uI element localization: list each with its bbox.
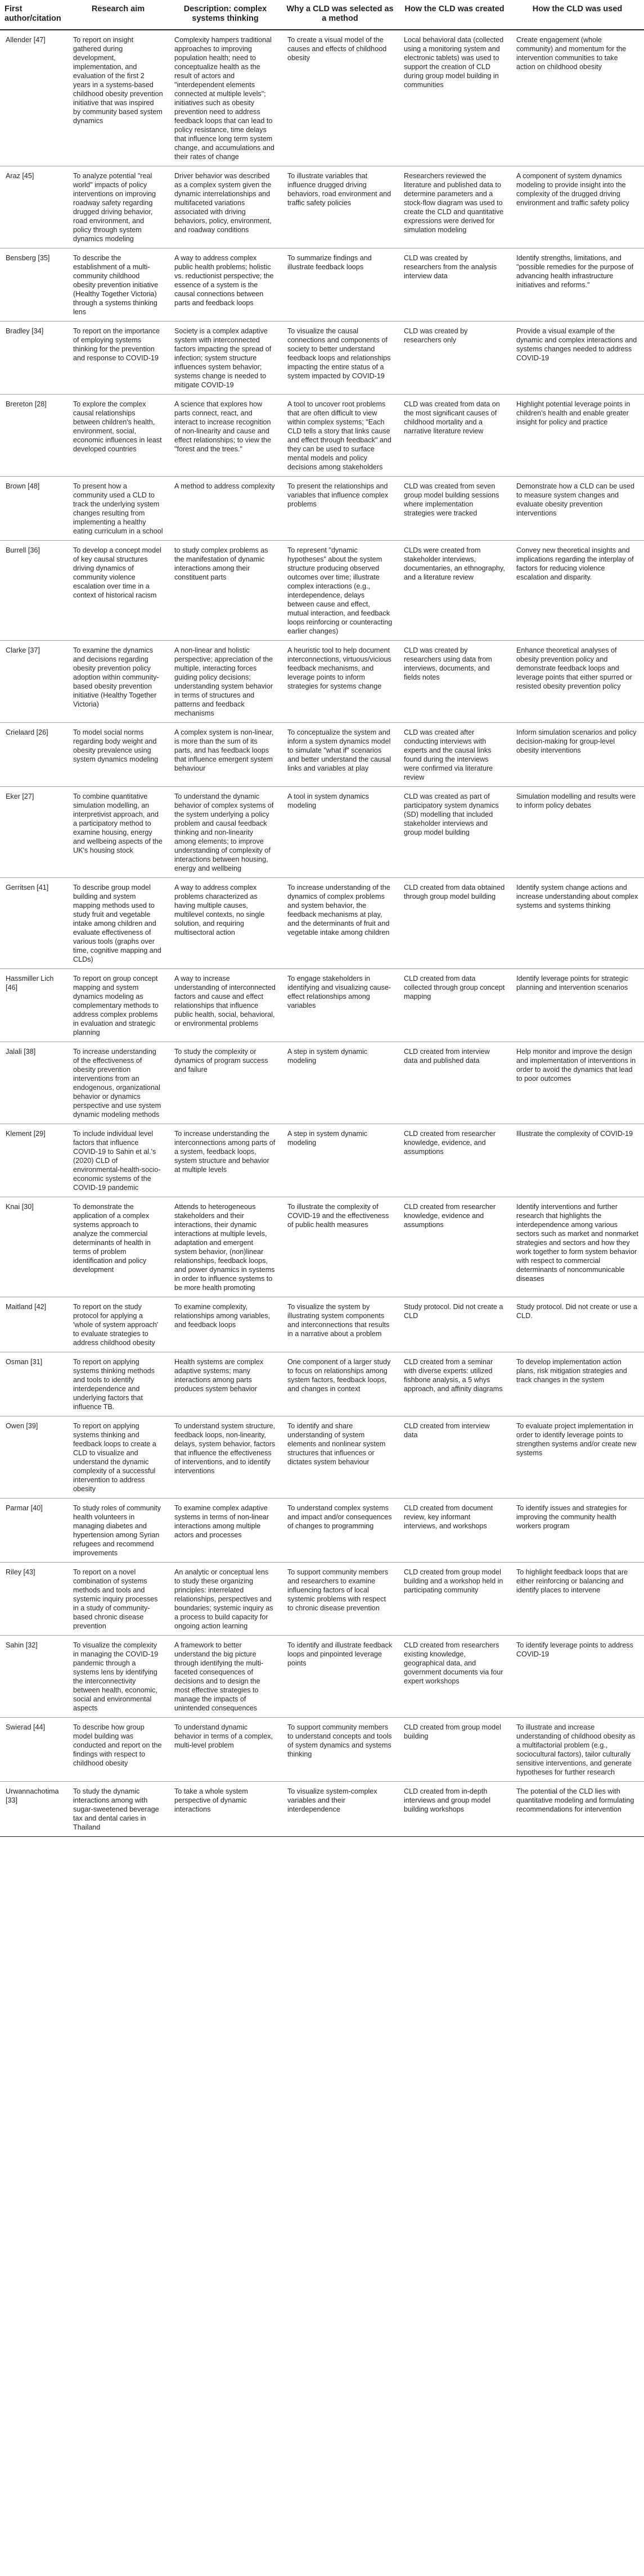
cell-author: Crielaard [26] xyxy=(0,723,67,787)
cell-why-cld: To illustrate variables that influence drugged driving behaviors, road environment and traffic safety policies xyxy=(282,166,398,248)
cell-why-cld: To engage stakeholders in identifying and visualizing cause-effect relationships among variables xyxy=(282,969,398,1042)
table-header xyxy=(0,0,644,30)
cell-author: Owen [39] xyxy=(0,1416,67,1498)
table-row xyxy=(0,1042,644,1124)
table-body xyxy=(0,30,644,1837)
cell-how-used: To illustrate and increase understanding of childhood obesity as a multifactorial problem (e.g., sociocultural factors), tailor culturally sensitive interventions, and generate hypotheses for further research xyxy=(511,1718,644,1782)
table-row xyxy=(0,1718,644,1782)
cell-research-aim: To study the dynamic interactions among with sugar-sweetened beverage tax and dental caries in Thailand xyxy=(67,1782,169,1837)
cell-how-used: To evaluate project implementation in order to identify leverage points to strengthen systems and/or create new systems xyxy=(511,1416,644,1498)
cell-description: To examine complexity, relationships among variables, and feedback loops xyxy=(169,1297,282,1352)
cell-how-used: Demonstrate how a CLD can be used to measure system changes and evaluate obesity prevention interventions xyxy=(511,477,644,541)
cell-research-aim: To explore the complex causal relationships between children's health, environment, social, economic influences in least developed countries xyxy=(67,395,169,477)
cell-how-created: CLD created from researcher knowledge, evidence and assumptions xyxy=(398,1197,511,1297)
table-row xyxy=(0,322,644,395)
cell-research-aim: To examine the dynamics and decisions regarding obesity prevention policy adoption within community-based obesity prevention initiative (Healthy Together Victoria) xyxy=(67,641,169,723)
table-row xyxy=(0,30,644,166)
cell-author: Riley [43] xyxy=(0,1563,67,1636)
cell-why-cld: To create a visual model of the causes and effects of childhood obesity xyxy=(282,30,398,166)
table-row xyxy=(0,969,644,1042)
cell-how-used: Enhance theoretical analyses of obesity prevention policy and demonstrate feedback loops and leverage points that either spurred or resisted obesity prevention policy xyxy=(511,641,644,723)
cell-how-created: CLDs were created from stakeholder interviews, documentaries, an ethnography, and a literature review xyxy=(398,541,511,641)
table-row xyxy=(0,1124,644,1197)
header-how-created: How the CLD was created xyxy=(398,0,511,30)
table-row xyxy=(0,1563,644,1636)
cell-how-used: The potential of the CLD lies with quantitative modeling and formulating recommendations for intervention xyxy=(511,1782,644,1837)
cell-author: Araz [45] xyxy=(0,166,67,248)
cell-description: Driver behavior was described as a complex system given the dynamic interrelationships and multifaceted variations associated with driving behaviors, policy, environment, and roadway conditions xyxy=(169,166,282,248)
cell-how-created: CLD was created by researchers using data from interviews, documents, and fields notes xyxy=(398,641,511,723)
table-row xyxy=(0,1498,644,1563)
cell-how-created: CLD created from researchers existing knowledge, geographical data, and government documents via four expert workshops xyxy=(398,1636,511,1718)
cell-description: To understand system structure, feedback loops, non-linearity, delays, system behavior, factors that influence the effectiveness of interventions, and to identify interventions xyxy=(169,1416,282,1498)
cell-how-created: CLD created from document review, key informant interviews, and workshops xyxy=(398,1498,511,1563)
cell-how-created: CLD created from data collected through group concept mapping xyxy=(398,969,511,1042)
table-row xyxy=(0,723,644,787)
cell-why-cld: To identify and share understanding of system elements and nonlinear system structures that influences or dictates system behaviour xyxy=(282,1416,398,1498)
cell-author: Parmar [40] xyxy=(0,1498,67,1563)
table-row xyxy=(0,1782,644,1837)
cell-why-cld: To support community members and researchers to examine influencing factors of local systemic problems with respect to chronic disease prevention xyxy=(282,1563,398,1636)
cell-research-aim: To report on applying systems thinking methods and tools to identify interdependence and underlying factors that influence TB. xyxy=(67,1352,169,1416)
cell-how-used: Identify system change actions and increase understanding about complex systems and systems thinking xyxy=(511,878,644,969)
cell-author: Knai [30] xyxy=(0,1197,67,1297)
cell-description: A framework to better understand the big picture through identifying the multi-faceted consequences of decisions and to design the most effective strategies to manage the impacts of unintended consequences xyxy=(169,1636,282,1718)
cell-how-created: CLD created from interview data xyxy=(398,1416,511,1498)
cell-description: To study the complexity or dynamics of program success and failure xyxy=(169,1042,282,1124)
table-row xyxy=(0,248,644,322)
cell-how-created: Study protocol. Did not create a CLD xyxy=(398,1297,511,1352)
cell-why-cld: To identify and illustrate feedback loops and pinpointed leverage points xyxy=(282,1636,398,1718)
cell-author: Bradley [34] xyxy=(0,322,67,395)
cell-author: Gerritsen [41] xyxy=(0,878,67,969)
cell-how-used: Provide a visual example of the dynamic and complex interactions and systems changes needed to address COVID-19 xyxy=(511,322,644,395)
cell-research-aim: To visualize the complexity in managing the COVID-19 pandemic through a systems lens by identifying the interconnectivity between health, economic, social and environmental aspects xyxy=(67,1636,169,1718)
table-row xyxy=(0,641,644,723)
header-description: Description: complex systems thinking xyxy=(169,0,282,30)
header-research-aim: Research aim xyxy=(67,0,169,30)
cell-author: Bensberg [35] xyxy=(0,248,67,322)
cell-why-cld: A step in system dynamic modeling xyxy=(282,1124,398,1197)
cell-why-cld: To represent "dynamic hypotheses" about the system structure producing observed outcomes over time; illustrate complex interactions (e.g., interdependence, delays between cause and effect, mutual interaction, and feedback loops reinforcing or counteracting earlier changes) xyxy=(282,541,398,641)
cell-how-used: To identify issues and strategies for improving the community health workers program xyxy=(511,1498,644,1563)
cell-description: Health systems are complex adaptive systems; many interactions among parts produces system behavior xyxy=(169,1352,282,1416)
cell-description: To understand dynamic behavior in terms of a complex, multi-level problem xyxy=(169,1718,282,1782)
table-row xyxy=(0,395,644,477)
cell-how-used: Study protocol. Did not create or use a CLD. xyxy=(511,1297,644,1352)
cell-why-cld: To present the relationships and variables that influence complex problems xyxy=(282,477,398,541)
cell-research-aim: To describe group model building and system mapping methods used to study fruit and vegetable intake among children and evaluate effectiveness of various tools (graphs over time, cognitive mapping and CLDs) xyxy=(67,878,169,969)
cell-research-aim: To develop a concept model of key causal structures driving dynamics of community violence escalation over time in a context of historical racism xyxy=(67,541,169,641)
cell-description: To increase understanding the interconnections among parts of a system, feedback loops, system structure and behavior at multiple levels xyxy=(169,1124,282,1197)
header-why-cld: Why a CLD was selected as a method xyxy=(282,0,398,30)
cell-how-used: Inform simulation scenarios and policy decision-making for group-level obesity interventions xyxy=(511,723,644,787)
header-how-used: How the CLD was used xyxy=(511,0,644,30)
cell-why-cld: To visualize system-complex variables and their interdependence xyxy=(282,1782,398,1837)
cell-how-created: CLD created from group model building xyxy=(398,1718,511,1782)
cell-why-cld: To increase understanding of the dynamics of complex problems and system behavior, the feedback mechanisms at play, and the determinants of fruit and vegetable intake among children xyxy=(282,878,398,969)
cell-how-used: A component of system dynamics modeling to provide insight into the complexity of the drugged driving environment and traffic safety policy xyxy=(511,166,644,248)
cell-why-cld: To visualize the causal connections and components of society to better understand feedback loops and relationships impacting the entire status of a system impacted by COVID-19 xyxy=(282,322,398,395)
cell-why-cld: A tool to uncover root problems that are often difficult to view within complex systems; "Each CLD tells a story that links cause and effect through feedback" and they can be used to surface mental models and policy decisions among stakeholders xyxy=(282,395,398,477)
cell-research-aim: To report on applying systems thinking and feedback loops to create a CLD to visualize and understand the dynamic complexity of a successful intervention to address obesity xyxy=(67,1416,169,1498)
cell-author: Burrell [36] xyxy=(0,541,67,641)
cell-research-aim: To report on group concept mapping and system dynamics modeling as complementary methods to address complex problems in evaluation and strategic planning xyxy=(67,969,169,1042)
cell-how-used: To identify leverage points to address COVID-19 xyxy=(511,1636,644,1718)
table-row xyxy=(0,166,644,248)
cell-how-created: CLD created from group model building and a workshop held in participating community xyxy=(398,1563,511,1636)
cell-how-created: CLD was created from seven group model building sessions where implementation strategies were tracked xyxy=(398,477,511,541)
cell-how-used: Identify strengths, limitations, and "possible remedies for the purpose of advancing health infrastructure initiatives and reforms." xyxy=(511,248,644,322)
cell-why-cld: A tool in system dynamics modeling xyxy=(282,787,398,878)
cell-author: Swierad [44] xyxy=(0,1718,67,1782)
cell-author: Osman [31] xyxy=(0,1352,67,1416)
cell-how-created: Researchers reviewed the literature and published data to determine parameters and a stock-flow diagram was used to create the CLD and quantitative expressions were derived for simulation modeling xyxy=(398,166,511,248)
cell-how-created: CLD was created as part of participatory system dynamics (SD) modelling that included stakeholder interviews and group model building xyxy=(398,787,511,878)
cell-how-used: To develop implementation action plans, risk mitigation strategies and track changes in the system xyxy=(511,1352,644,1416)
table-row xyxy=(0,1416,644,1498)
cell-research-aim: To present how a community used a CLD to track the underlying system changes resulting from implementing a healthy eating curriculum in a school xyxy=(67,477,169,541)
cell-description: To take a whole system perspective of dynamic interactions xyxy=(169,1782,282,1837)
cell-description: A way to address complex public health problems; holistic vs. reductionist perspective; the essence of a system is the causal connections between parts and feedback loops xyxy=(169,248,282,322)
cell-description: A non-linear and holistic perspective; appreciation of the multiple, interacting forces guiding policy decisions; understanding system behavior in terms of structures and patterns and feedback mechanisms xyxy=(169,641,282,723)
cell-author: Sahin [32] xyxy=(0,1636,67,1718)
cell-research-aim: To describe how group model building was conducted and report on the findings with respect to childhood obesity xyxy=(67,1718,169,1782)
cell-author: Clarke [37] xyxy=(0,641,67,723)
cell-how-created: Local behavioral data (collected using a monitoring system and electronic tablets) was used to support the creation of CLD during group model building in communities xyxy=(398,30,511,166)
cell-how-created: CLD was created by researchers from the analysis interview data xyxy=(398,248,511,322)
cell-description: Attends to heterogeneous stakeholders and their interactions, their dynamic interactions at multiple levels, adaptation and emergent system behavior, (non)linear relationships, feedback loops, and power dynamics in systems in order to influence systems to be more health promoting xyxy=(169,1197,282,1297)
cell-description: A science that explores how parts connect, react, and interact to increase recognition of non-linearity and cause and effect relationships; to view the "forest and the trees." xyxy=(169,395,282,477)
cell-description: A way to address complex problems characterized as having multiple causes, multilevel contexts, no single solution, and requiring multisectoral action xyxy=(169,878,282,969)
cell-how-created: CLD created from interview data and published data xyxy=(398,1042,511,1124)
cell-how-used: Identify leverage points for strategic planning and intervention scenarios xyxy=(511,969,644,1042)
cell-how-created: CLD created from researcher knowledge, evidence, and assumptions xyxy=(398,1124,511,1197)
cell-research-aim: To analyze potential "real world" impacts of policy interventions on improving roadway safety regarding drugged driving behavior, road environment, and policy through system dynamics modeling xyxy=(67,166,169,248)
cell-author: Jalali [38] xyxy=(0,1042,67,1124)
cell-author: Hassmiller Lich [46] xyxy=(0,969,67,1042)
cell-author: Maitland [42] xyxy=(0,1297,67,1352)
cell-research-aim: To include individual level factors that influence COVID-19 to Sahin et al.'s (2020) CLD of environmental-health-socio-economic systems of the COVID-19 pandemic xyxy=(67,1124,169,1197)
cell-author: Klement [29] xyxy=(0,1124,67,1197)
cell-why-cld: To summarize findings and illustrate feedback loops xyxy=(282,248,398,322)
cell-description: Complexity hampers traditional approaches to improving population health; need to conceptualize health as the result of actors and "interdependent elements connected at multiple levels"; initiatives such as obesity prevention need to address feedback loops that can lead to policy resistance, time delays that influence long term system change, and accumulations and their rates of change xyxy=(169,30,282,166)
cell-research-aim: To report on insight gathered during development, implementation, and evaluation of the first 2 years in a systems-based childhood obesity prevention initiative that was inspired by community based system dynamics xyxy=(67,30,169,166)
table-row xyxy=(0,1352,644,1416)
cell-research-aim: To model social norms regarding body weight and obesity prevalence using system dynamics modeling xyxy=(67,723,169,787)
cell-description: A method to address complexity xyxy=(169,477,282,541)
cell-description: To examine complex adaptive systems in terms of non-linear interactions among multiple actors and processes xyxy=(169,1498,282,1563)
cell-research-aim: To report on the importance of employing systems thinking for the prevention and response to COVID-19 xyxy=(67,322,169,395)
cell-description: To understand the dynamic behavior of complex systems of the system underlying a policy problem and causal feedback thinking and non-linearity among elements; to improve understanding of complexity of interactions between housing, energy and wellbeing xyxy=(169,787,282,878)
cell-how-used: Simulation modelling and results were to inform policy debates xyxy=(511,787,644,878)
cell-author: Urwannachotima [33] xyxy=(0,1782,67,1837)
cell-how-created: CLD created from in-depth interviews and group model building workshops xyxy=(398,1782,511,1837)
table-row xyxy=(0,878,644,969)
cell-author: Eker [27] xyxy=(0,787,67,878)
cell-how-used: Illustrate the complexity of COVID-19 xyxy=(511,1124,644,1197)
cell-research-aim: To report on the study protocol for applying a 'whole of system approach' to evaluate strategies to address childhood obesity xyxy=(67,1297,169,1352)
cell-how-created: CLD created from data obtained through group model building xyxy=(398,878,511,969)
cell-why-cld: To support community members to understand concepts and tools of system dynamics and systems thinking xyxy=(282,1718,398,1782)
cell-author: Brereton [28] xyxy=(0,395,67,477)
cell-how-created: CLD was created by researchers only xyxy=(398,322,511,395)
cell-research-aim: To combine quantitative simulation modelling, an interpretivist approach, and a participatory method to examine housing, energy and wellbeing aspects of the UK's housing stock xyxy=(67,787,169,878)
table-row xyxy=(0,1297,644,1352)
cell-why-cld: To visualize the system by illustrating system components and interconnections that results in a narrative about a problem xyxy=(282,1297,398,1352)
cell-research-aim: To report on a novel combination of systems methods and tools and systemic inquiry processes in a study of community-based chronic disease prevention xyxy=(67,1563,169,1636)
cell-author: Allender [47] xyxy=(0,30,67,166)
cell-description: to study complex problems as the manifestation of dynamic interactions among their constituent parts xyxy=(169,541,282,641)
cell-how-used: Identify interventions and further research that highlights the interdependence among various sectors such as market and nonmarket strategies and sectors and how they work together to form system behavior with respect to commercial determinants of noncommunicable diseases xyxy=(511,1197,644,1297)
cell-research-aim: To demonstrate the application of a complex systems approach to analyze the commercial determinants of health in terms of problem identification and policy development xyxy=(67,1197,169,1297)
table-row xyxy=(0,477,644,541)
cell-why-cld: To illustrate the complexity of COVID-19 and the effectiveness of public health measures xyxy=(282,1197,398,1297)
cell-why-cld: A step in system dynamic modeling xyxy=(282,1042,398,1124)
cell-how-created: CLD created from a seminar with diverse experts: utilized fishbone analysis, a 5 whys approach, and affinity diagrams xyxy=(398,1352,511,1416)
cell-description: An analytic or conceptual lens to study these organizing principles: interrelated relationships, perspectives and boundaries; systemic inquiry as a process to build capacity for ongoing action learning xyxy=(169,1563,282,1636)
cell-research-aim: To study roles of community health volunteers in managing diabetes and hypertension among Syrian refugees and recommend improvements xyxy=(67,1498,169,1563)
cell-research-aim: To increase understanding of the effectiveness of obesity prevention interventions from an endogenous, organizational behavior or dynamics perspective and use system dynamic modeling methods xyxy=(67,1042,169,1124)
cell-how-used: To highlight feedback loops that are either reinforcing or balancing and identify places to intervene xyxy=(511,1563,644,1636)
header-row xyxy=(0,0,644,30)
table-row xyxy=(0,1636,644,1718)
cell-why-cld: One component of a larger study to focus on relationships among system factors, feedback loops, and changes in context xyxy=(282,1352,398,1416)
cell-how-used: Highlight potential leverage points in children's health and enable greater insight for policy and practice xyxy=(511,395,644,477)
cell-how-used: Create engagement (whole community) and momentum for the intervention communities to take action on childhood obesity xyxy=(511,30,644,166)
cell-research-aim: To describe the establishment of a multi-community childhood obesity prevention initiative (Healthy Together Victoria) through a systems thinking lens xyxy=(67,248,169,322)
cell-why-cld: To understand complex systems and impact and/or consequences of changes to programming xyxy=(282,1498,398,1563)
table-row xyxy=(0,541,644,641)
cell-why-cld: To conceptualize the system and inform a system dynamics model to simulate "what if" scenarios and better understand the causal links and variables at play xyxy=(282,723,398,787)
cell-why-cld: A heuristic tool to help document interconnections, virtuous/vicious feedback mechanisms, and leverage points to inform strategies for systems change xyxy=(282,641,398,723)
table-row xyxy=(0,787,644,878)
cell-how-used: Help monitor and improve the design and implementation of interventions in order to avoid the dynamics that lead to poor outcomes xyxy=(511,1042,644,1124)
cell-description: Society is a complex adaptive system with interconnected factors impacting the spread of infection; system structure influences system behavior; systems change is needed to mitigate COVID-19 xyxy=(169,322,282,395)
cell-how-created: CLD was created after conducting interviews with experts and the causal links found during the interviews were confirmed via literature review xyxy=(398,723,511,787)
cell-how-created: CLD was created from data on the most significant causes of childhood mortality and a narrative literature review xyxy=(398,395,511,477)
cell-description: A complex system is non-linear, is more than the sum of its parts, and has feedback loops that influence emergent system behaviour xyxy=(169,723,282,787)
cell-description: A way to increase understanding of interconnected factors and cause and effect relationships that influence public health, social, behavioral, or environmental problems xyxy=(169,969,282,1042)
table-row xyxy=(0,1197,644,1297)
cell-how-used: Convey new theoretical insights and implications regarding the interplay of factors for reducing violence escalation and disparity. xyxy=(511,541,644,641)
cell-author: Brown [48] xyxy=(0,477,67,541)
header-first-author: First author/citation xyxy=(0,0,67,30)
